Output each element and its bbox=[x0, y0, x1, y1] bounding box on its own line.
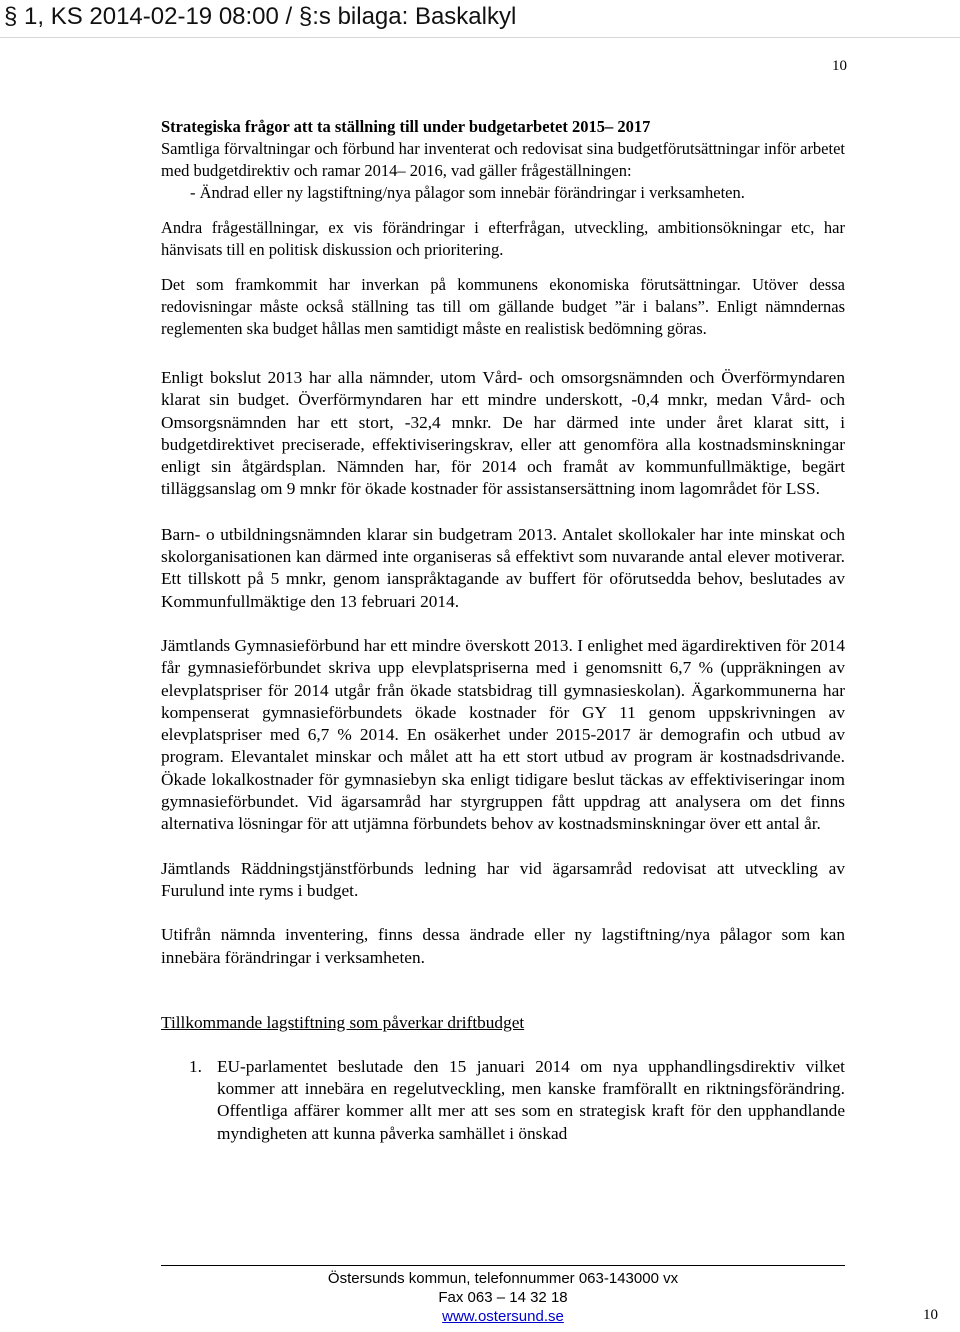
list-item-text: EU-parlamentet beslutade den 15 januari 2014 om nya upphandlingsdirektiv vilket kommer att innebära en regelutveckling, men kanske framförallt en riktningsförändring. Offentliga affärer kommer allt mer att ses som en strategisk kraft för den upphandlande myndigheten att kunna påverka samhället i önskad bbox=[217, 1056, 845, 1143]
numbered-list bbox=[161, 1056, 845, 1145]
paragraph: Jämtlands Gymnasieförbund har ett mindre överskott 2013. I enlighet med ägardirektiven för 2014 får gymnasieförbundet skriva upp elevplatspriserna med i genomsnitt 6,7 % (uppräkningen av elevplatspriser för 2014 utgår från ökade statsbidrag till gymnasieskolan). Ägarkommunerna har kompenserat gymnasieförbundets ökade kostnader för GY 11 genom uppskrivningen av elevplatspriser med 6,7 % 2014. En osäkerhet under 2015-2017 är demografin och utbud av program. Elevantalet minskar och målet att ha ett stort utbud av program är kostnadsdrivande. Ökade lokalkostnader för gymnasiebyn ska enligt tidigare beslut täckas av effektiviseringar inom gymnasieförbundet. Vid ägarsamråd har styrgruppen fått uppdrag att analysera om det finns alternativa lösningar för att utjämna förbundets behov av kostnadsminskningar över ett antal år. bbox=[161, 635, 845, 834]
bullet-item: - Ändrad eller ny lagstiftning/nya pålagor som innebär förändringar i verksamheten. bbox=[190, 183, 745, 202]
footer-fax: Fax 063 – 14 32 18 bbox=[438, 1289, 568, 1306]
document-title: § 1, KS 2014-02-19 08:00 / §:s bilaga: Baskalkyl bbox=[4, 3, 517, 30]
footer-website-link[interactable]: www.ostersund.se bbox=[442, 1308, 564, 1325]
list-item-number: 1. bbox=[189, 1056, 202, 1076]
paragraph: Enligt bokslut 2013 har alla nämnder, utom Vård- och omsorgsnämnden och Överförmyndaren klarat sin budget. Överförmyndaren har ett mindre underskott, -0,4 mnkr, medan Vård- och Omsorgsnämnden har ett stort, -32,4 mnkr. De har därmed inte under året klarat sitt, i budgetdirektivet preciserade, effektiviseringskrav, eller att genomföra alla kostnadsminskningar enligt sin åtgärdsplan. Nämnden har, för 2014 och framåt av kommunfullmäktige, begärt tilläggsanslag om 9 mnkr för ökade kostnader för assistansersättning inom lagområdet för LSS. bbox=[161, 368, 845, 499]
page-footer bbox=[161, 1265, 845, 1326]
paragraph: Utifrån nämnda inventering, finns dessa ändrade eller ny lagstiftning/nya pålagor som kan innebära förändringar i verksamheten. bbox=[161, 925, 845, 967]
header-bar bbox=[0, 0, 960, 38]
page-number-bottom: 10 bbox=[923, 1307, 938, 1323]
list-item bbox=[161, 1056, 845, 1145]
section-heading: Strategiska frågor att ta ställning till under budgetarbetet 2015– 2017 bbox=[161, 117, 651, 136]
page-number-top: 10 bbox=[832, 58, 847, 74]
page-content bbox=[161, 116, 845, 1145]
paragraph: Barn- o utbildningsnämnden klarar sin budgetram 2013. Antalet skollokaler har inte minskat och skolorganisationen kan därmed inte organiseras så effektivt som nuvarande antal elever motiverar. Ett tillskott på 5 mnkr, genom ianspråktagande av buffert för oförutsedda behov, beslutades av Kommunfullmäktige den 13 februari 2014. bbox=[161, 524, 845, 611]
paragraph: Andra frågeställningar, ex vis förändringar i efterfrågan, utveckling, ambitionsökningar etc, har hänvisats till en politisk diskussion och prioritering. bbox=[161, 218, 845, 259]
subsection-heading: Tillkommande lagstiftning som påverkar driftbudget bbox=[161, 1012, 525, 1032]
footer-contact: Östersunds kommun, telefonnummer 063-143000 vx bbox=[327, 1270, 679, 1287]
paragraph: Det som framkommit har inverkan på kommunens ekonomiska förutsättningar. Utöver dessa redovisningar måste också ställning tas till om gällande budget ”är i balans”. Enligt nämndernas reglementen ska budget hållas men samtidigt måste en realistisk bedömning göras. bbox=[161, 275, 845, 338]
paragraph: Jämtlands Räddningstjänstförbunds ledning har vid ägarsamråd redovisat att utveckling av Furulund inte ryms i budget. bbox=[161, 858, 845, 900]
intro-paragraph: Samtliga förvaltningar och förbund har inventerat och redovisat sina budgetförutsättningar inför arbetet med budgetdirektiv och ramar 2014– 2016, vad gäller frågeställningen: bbox=[161, 139, 845, 180]
